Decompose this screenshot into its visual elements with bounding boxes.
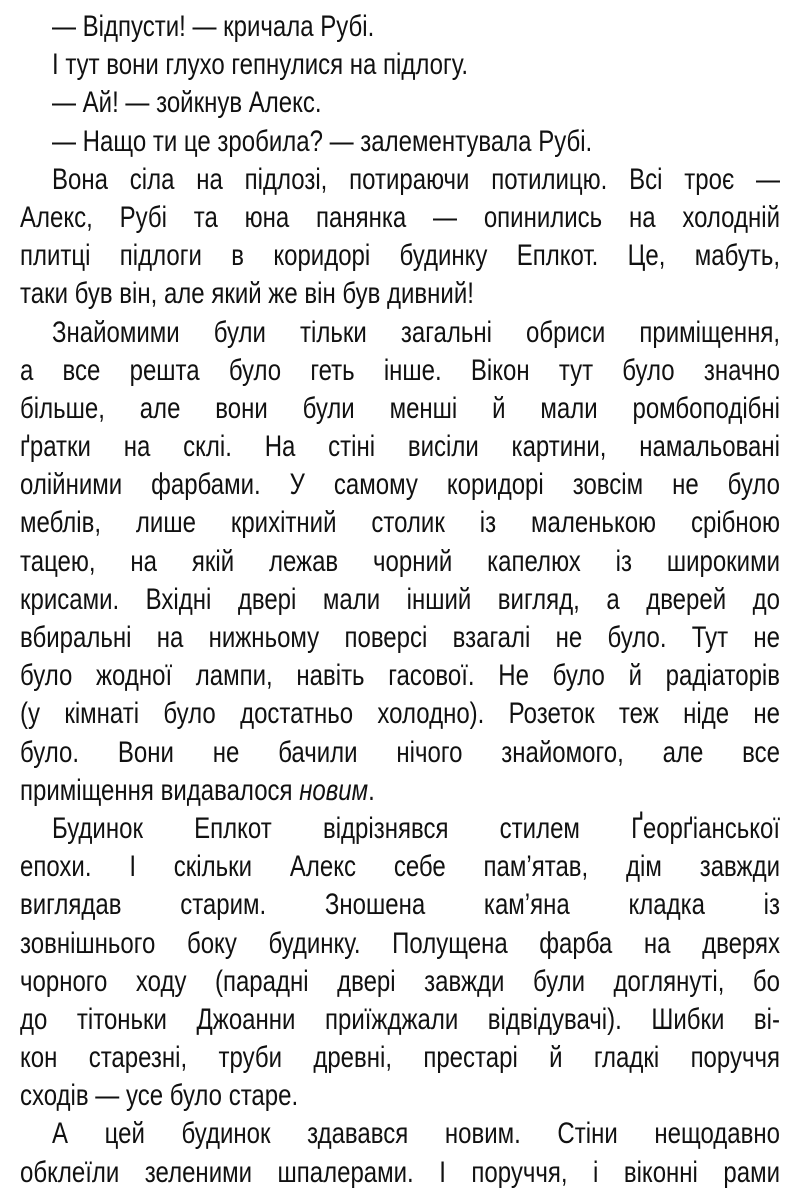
book-page [20,8,780,1192]
text-line [20,466,780,504]
line-text: вбиральні на нижньому поверсі взагалі не було. Тут не [20,621,780,654]
line-text: Алекс, Рубі та юна панянка — опинились на холодній [20,200,780,234]
line-text: (у кімнаті було достатньо холодно). Розеток теж ніде не [20,697,780,731]
line-text: Будинок Еплкот відрізнявся стилем Ґеорґіанської [52,811,780,845]
line-text: а все решта було геть інше. Вікон тут було значно [20,353,780,387]
line-text: — Нащо ти це зробила? — залементувала Рубі. [52,124,593,158]
line-text: — Ай! — зойкнув Алекс. [52,86,322,120]
text-line [20,1039,780,1077]
italic-emphasis: новим [299,773,369,807]
line-text: таки був він, але який же він був дивний! [20,277,474,311]
line-text: до тітоньки Джоанни приїжджали відвідувачі). Шибки ві- [20,1002,780,1036]
line-text: сходів — усе було старе. [20,1079,299,1113]
text-line [20,46,780,84]
text-line [20,886,780,924]
line-text: було жодної лампи, навіть гасової. Не було й радіаторів [20,659,780,693]
text-line [20,275,780,313]
text-line [20,237,780,275]
line-text: більше, але вони були менші й мали ромбоподібні [20,391,780,425]
line-text: зовнішнього боку будинку. Полущена фарба на дверях [20,926,780,960]
text-line [20,1077,780,1115]
text-line [20,734,780,772]
line-text: Знайомими були тільки загальні обриси приміщення, [52,315,780,349]
text-line [20,581,780,619]
line-text: меблів, лише крихітний столик із маленькою срібною [20,506,780,540]
line-text: І тут вони глухо гепнулися на підлогу. [52,48,469,82]
text-line [20,352,780,390]
line-text: тацею, на якій лежав чорний капелюх із широкими [20,544,780,578]
text-line [20,810,780,848]
line-text: Вона сіла на підлозі, потираючи потилицю. Всі троє — [52,162,780,196]
line-text: виглядав старим. Зношена кам’яна кладка із [20,888,780,922]
line-text-main: приміщення видавалося [20,773,293,807]
line-text: чорного ходу (парадні двері завжди були доглянуті, бо [20,964,780,998]
text-line [20,848,780,886]
line-text: крисами. Вхідні двері мали інший вигляд, а дверей до [20,582,780,616]
line-text: плитці підлоги в коридорі будинку Еплкот. Це, мабуть, [20,239,780,273]
text-line [20,1154,780,1192]
line-text: олійними фарбами. У самому коридорі зовсім не було [20,468,780,502]
text-line [20,695,780,733]
text-line [20,199,780,237]
line-text-end: . [368,773,375,807]
text-line [20,504,780,542]
line-text: — Відпусти! — кричала Рубі. [52,10,375,43]
text-line [20,1001,780,1039]
text-line [20,619,780,657]
text-line [20,772,780,810]
text-line [20,8,780,46]
text-line [20,161,780,199]
line-text: кон старезні, труби древні, престарі й гладкі поруччя [20,1041,780,1075]
text-line [20,123,780,161]
line-text: було. Вони не бачили нічого знайомого, але все [20,735,780,769]
text-line [20,657,780,695]
text-line [20,925,780,963]
line-text: епохи. І скільки Алекс себе пам’ятав, дім завжди [20,850,780,884]
text-line [20,963,780,1001]
text-line [20,428,780,466]
text-line [20,390,780,428]
line-text: ґратки на склі. На стіні висіли картини, намальовані [20,430,780,464]
line-text: А цей будинок здавався новим. Стіни нещодавно [52,1117,780,1151]
line-text [20,772,780,810]
text-line [20,314,780,352]
text-line [20,84,780,122]
text-line [20,543,780,581]
line-text: обклеїли зеленими шпалерами. І поруччя, і віконні рами [20,1155,780,1189]
